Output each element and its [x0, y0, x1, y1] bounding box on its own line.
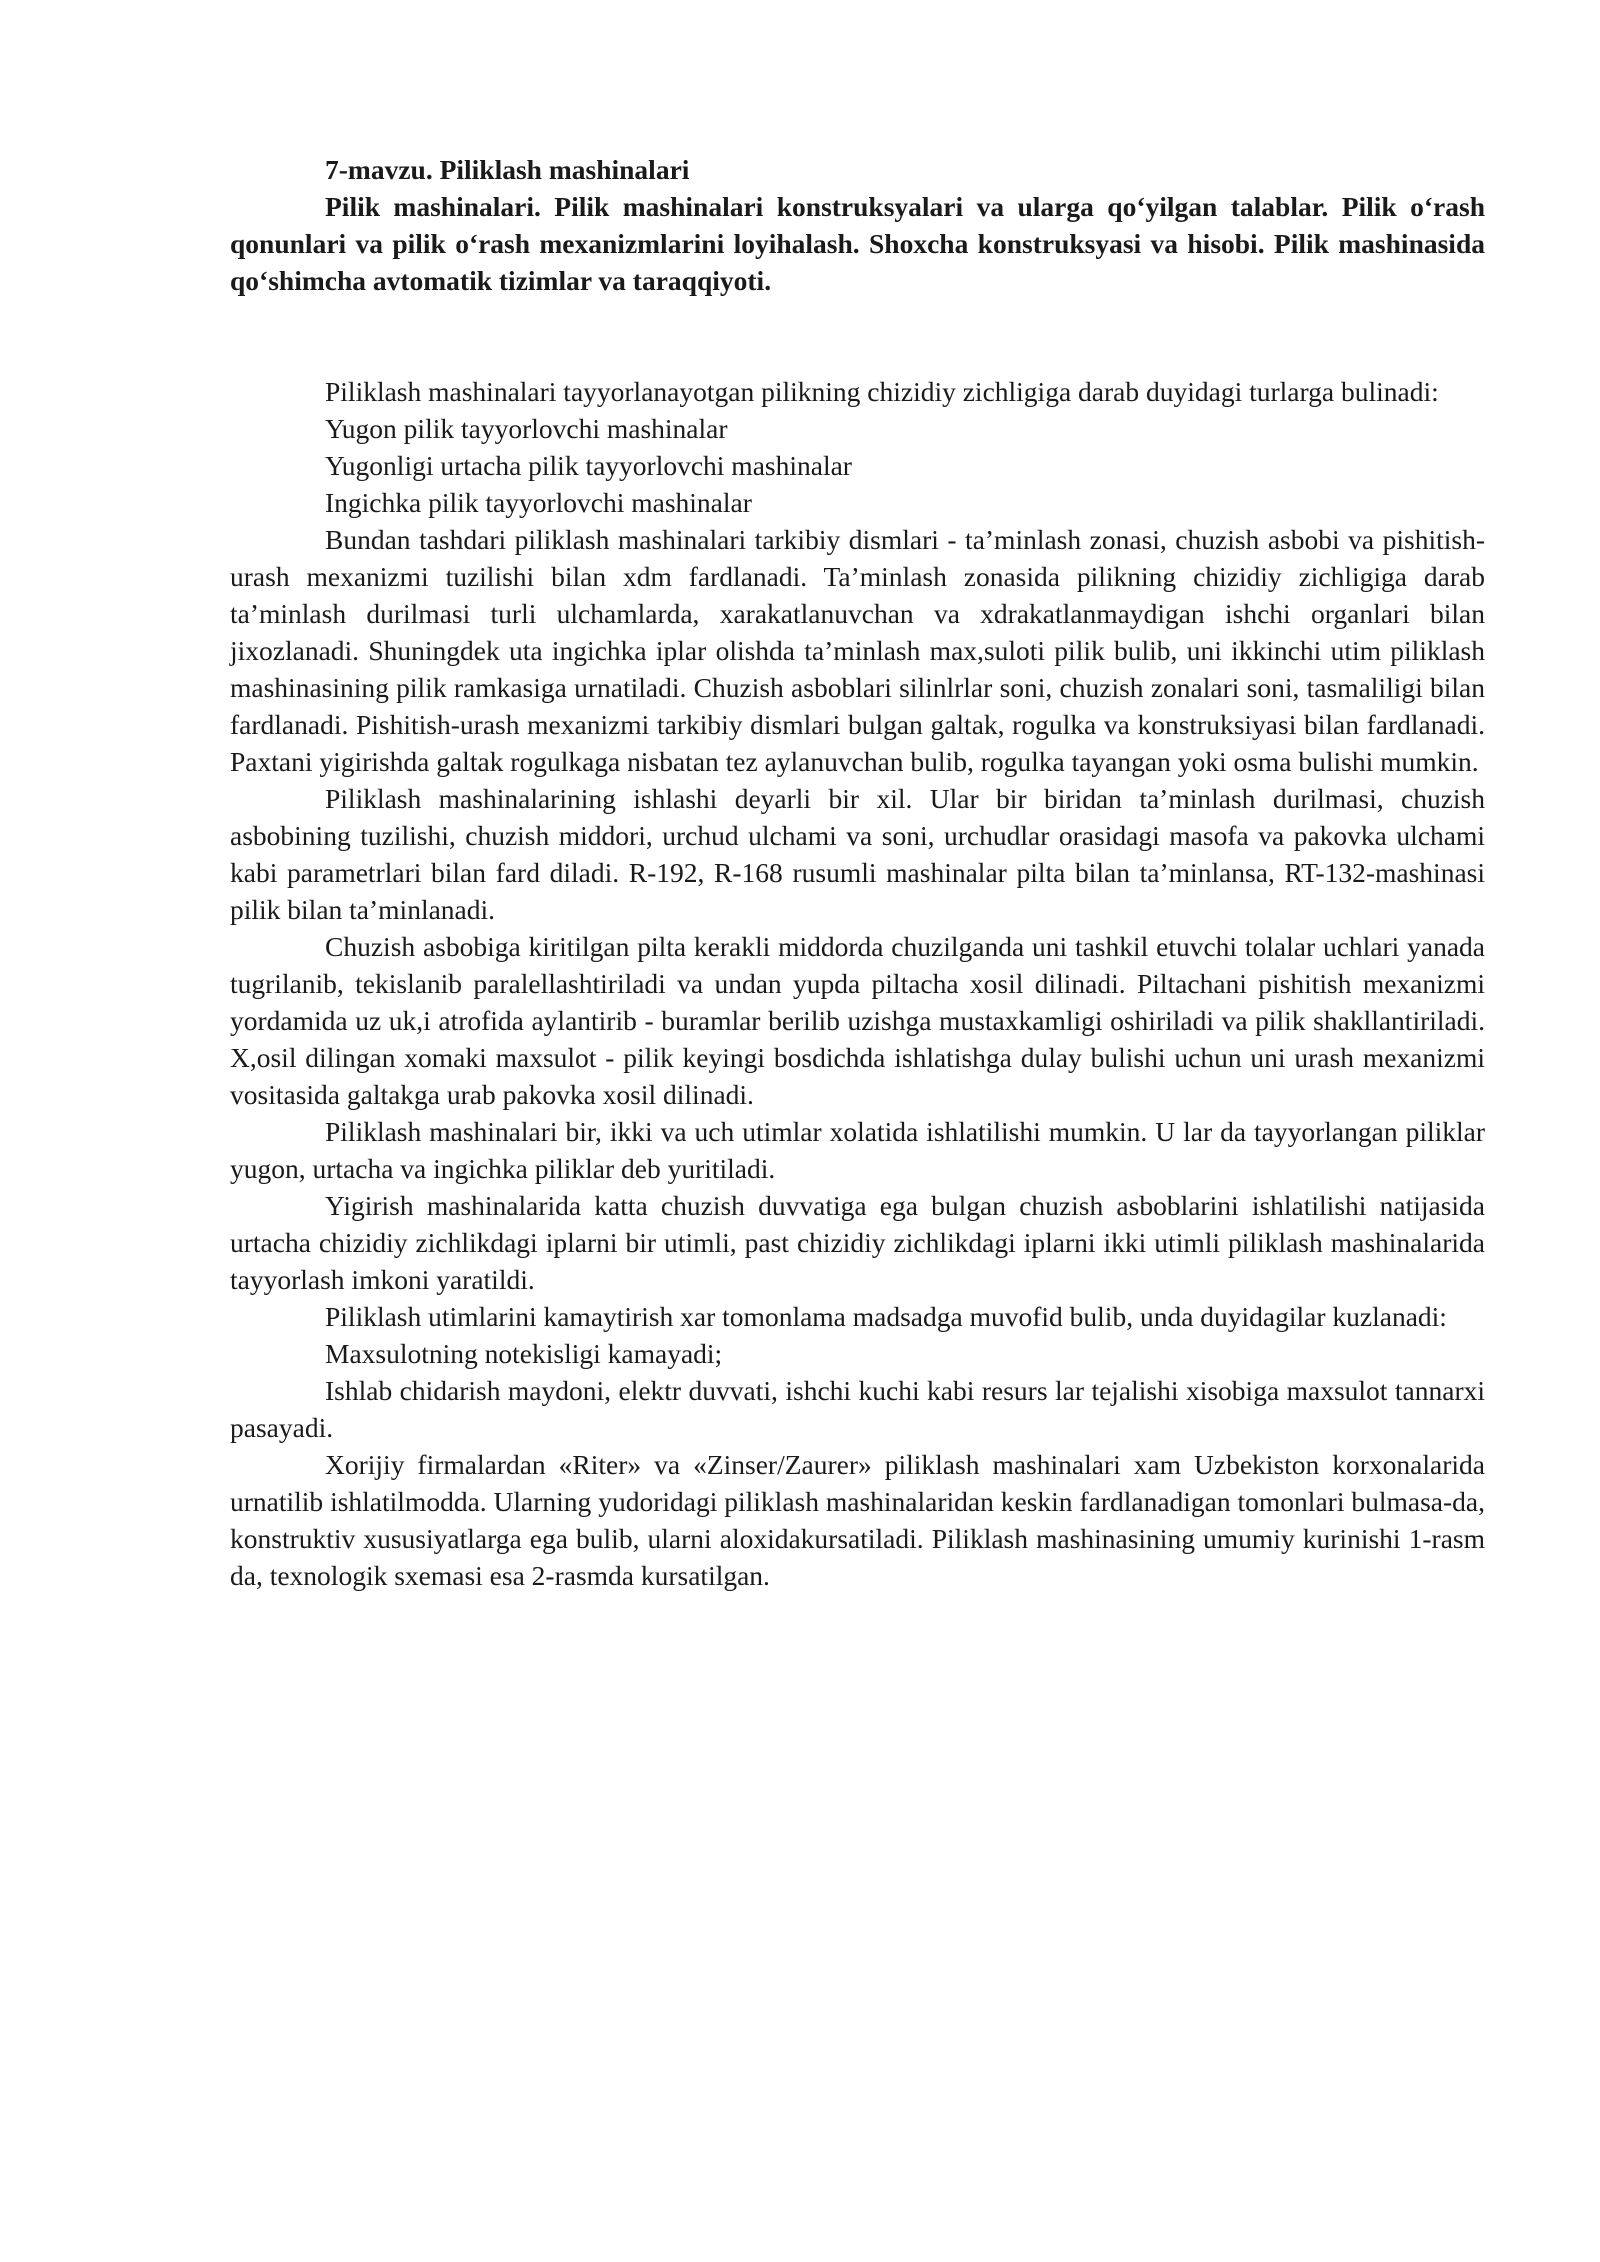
paragraph: Piliklash mashinalari tayyorlanayotgan pilikning chizidiy zichligiga darab duyidagi turlarga bulinadi: [325, 376, 1439, 407]
list-item: Maxsulotning notekisligi kamayadi; [325, 1338, 723, 1369]
paragraph: Piliklash mashinalari bir, ikki va uch utimlar xolatida ishlatilishi mumkin. U lar da tayyorlangan piliklar yugon, urtacha va ingichka piliklar deb yuritiladi. [230, 1116, 1485, 1184]
document-content [230, 151, 1485, 1594]
paragraph: Xorijiy firmalardan «Riter» va «Zinser/Zaurer» piliklash mashinalari xam Uzbekiston korxonalarida urnatilib ishlatilmodda. Ularning yudoridagi piliklash mashinalaridan keskin fardlanadigan tomonlari bulmasa-da, konstruktiv xususiyatlarga ega bulib, ularni aloxidakursatiladi. Piliklash mashinasining umumiy kurinishi 1-rasm da, texnologik sxemasi esa 2-rasmda kursatilgan. [230, 1449, 1485, 1591]
title-spacer [230, 299, 1485, 373]
list-item: Yugon pilik tayyorlovchi mashinalar [325, 413, 728, 444]
paragraph: Ishlab chidarish maydoni, elektr duvvati, ishchi kuchi kabi resurs lar tejalishi xisobiga maxsulot tannarxi pasayadi. [230, 1375, 1485, 1443]
list-item: Yugonligi urtacha pilik tayyorlovchi mashinalar [325, 450, 852, 481]
paragraph: Piliklash utimlarini kamaytirish xar tomonlama madsadga muvofid bulib, unda duyidagilar kuzlanadi: [325, 1301, 1447, 1332]
document-subtitle: Pilik mashinalari. Pilik mashinalari konstruksyalari va ularga qo‘yilgan talablar. Pilik o‘rash qonunlari va pilik o‘rash mexanizmlarini loyihalash. Shoxcha konstruksyasi va hisobi. Pilik mashinasida qo‘shimcha avtomatik tizimlar va taraqqiyoti. [230, 191, 1485, 296]
paragraph: Bundan tashdari piliklash mashinalari tarkibiy dismlari - ta’minlash zonasi, chuzish asbobi va pishitish-urash mexanizmi tuzilishi bilan xdm fardlanadi. Ta’minlash zonasida pilikning chizidiy zichligiga darab ta’minlash durilmasi turli ulchamlarda, xarakatlanuvchan va xdrakatlanmaydigan ishchi organlari bilan jixozlanadi. Shuningdek uta ingichka iplar olishda ta’minlash max,suloti pilik bulib, uni ikkinchi utim piliklash mashinasining pilik ramkasiga urnatiladi. Chuzish asboblari silinlrlar soni, chuzish zonalari soni, tasmaliligi bilan fardlanadi. Pishitish-urash mexanizmi tarkibiy dismlari bulgan galtak, rogulka va konstruksiyasi bilan fardlanadi. Paxtani yigirishda galtak rogulkaga nisbatan tez aylanuvchan bulib, rogulka tayangan yoki osma bulishi mumkin. [230, 524, 1485, 777]
list-item: Ingichka pilik tayyorlovchi mashinalar [325, 487, 752, 518]
paragraph: Chuzish asbobiga kiritilgan pilta kerakli middorda chuzilganda uni tashkil etuvchi tolalar uchlari yanada tugrilanib, tekislanib paralellashtiriladi va undan yupda piltacha xosil dilinadi. Piltachani pishitish mexanizmi yordamida uz uk,i atrofida aylantirib - buramlar berilib uzishga mustaxkamligi oshiriladi va pilik shakllantiriladi. X,osil dilingan xomaki maxsulot - pilik keyingi bosdichda ishlatishga dulay bulishi uchun uni urash mexanizmi vositasida galtakga urab pakovka xosil dilinadi. [230, 931, 1485, 1110]
document-title: 7-mavzu. Piliklash mashinalari [325, 154, 690, 185]
paragraph: Piliklash mashinalarining ishlashi deyarli bir xil. Ular bir biridan ta’minlash durilmasi, chuzish asbobining tuzilishi, chuzish middori, urchud ulchami va soni, urchudlar orasidagi masofa va pakovka ulchami kabi parametrlari bilan fard diladi. R-192, R-168 rusumli mashinalar pilta bilan ta’minlansa, RT-132-mashinasi pilik bilan ta’minlanadi. [230, 783, 1485, 925]
paragraph: Yigirish mashinalarida katta chuzish duvvatiga ega bulgan chuzish asboblarini ishlatilishi natijasida urtacha chizidiy zichlikdagi iplarni bir utimli, past chizidiy zichlikdagi iplarni ikki utimli piliklash mashinalarida tayyorlash imkoni yaratildi. [230, 1190, 1485, 1295]
